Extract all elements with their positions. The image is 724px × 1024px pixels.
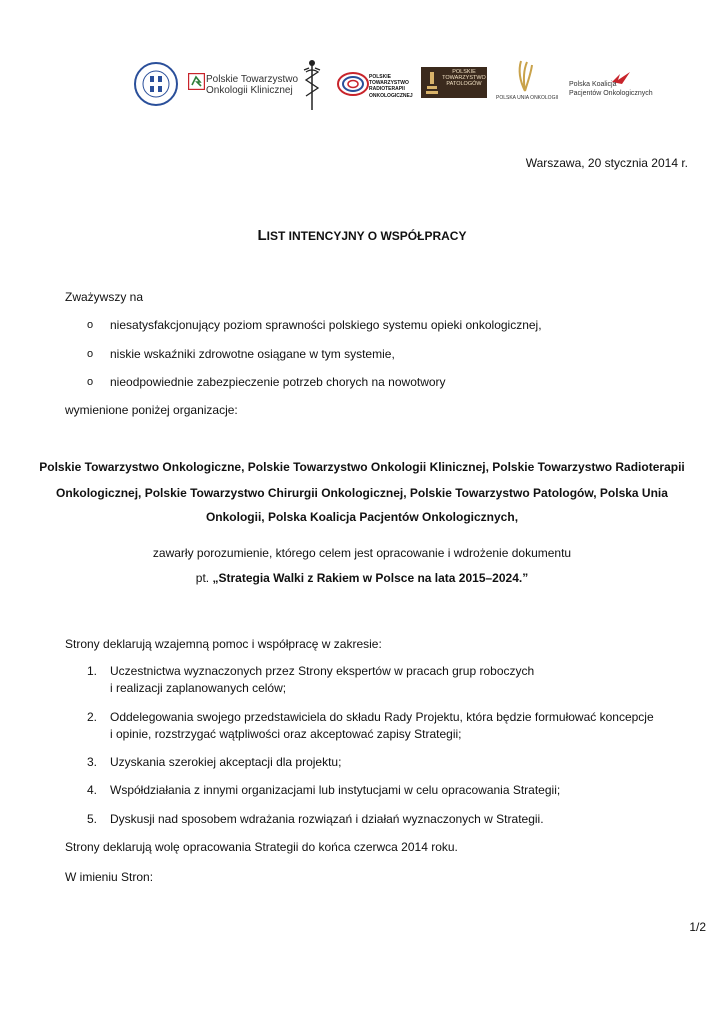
document-date: Warszawa, 20 stycznia 2014 r. [525,156,688,170]
microscope-icon [425,70,439,95]
document-name: „Strategia Walki z Rakiem w Polsce na lata 2015–2024.” [212,571,529,585]
organizations-line: Onkologicznej, Polskie Towarzystwo Chirurgii Onkologicznej, Polskie Towarzystwo Patologów, Polska Unia [56,486,668,500]
list-item: niesatysfakcjonujący poziom sprawności polskiego systemu opieki onkologicznej, [110,318,542,332]
item-number: 5. [87,812,98,826]
organizations-line: Onkologii, Polska Koalicja Pacjentów Onkologicznych, [205,510,519,524]
list-item: Oddelegowania swojego przedstawiciela do składu Rady Projektu, która będzie formułować koncepcje i opinie, rozstrzygać wątpliwości oraz akceptować zapisy Strategii; [110,710,654,741]
puo-logo [512,59,538,93]
list-item: Dyskusji nad sposobem wdrażania rozwiązań i działań wyznaczonych w Strategii. [110,812,544,826]
pto-logo [133,61,179,107]
deadline-text: Strony deklarują wolę opracowania Strategii do końca czerwca 2014 roku. [65,840,458,854]
ptro-logo [336,69,370,99]
item-number: 3. [87,755,98,769]
orgs-intro: wymienione poniżej organizacje: [65,403,238,417]
scope-intro: Strony deklarują wzajemną pomoc i współpracę w zakresie: [65,637,382,651]
item-number: 1. [87,664,98,678]
pkpo-logo-text: Polska Koalicja Pacjentów Onkologicznych [569,81,653,97]
intro-text: Zważywszy na [65,290,144,304]
list-item: niskie wskaźniki zdrowotne osiągane w tym systemie, [110,347,395,361]
list-item: nieodpowiednie zabezpieczenie potrzeb chorych na nowotwory [110,375,446,389]
bullet-marker: o [87,319,94,331]
document-name-line: pt. „Strategia Walki z Rakiem w Polsce na lata 2015–2024.” [195,571,529,585]
agreement-line: zawarły porozumienie, którego celem jest opracowanie i wdrożenie dokumentu [152,546,572,560]
puo-logo-text: POLSKA UNIA ONKOLOGII [496,95,559,101]
ptok-logo [188,73,205,90]
signature-intro: W imieniu Stron: [65,870,154,884]
bullet-marker: o [87,348,94,360]
list-item: Uczestnictwa wyznaczonych przez Strony ekspertów w pracach grup roboczych i realizacji zaplanowanych celów; [110,664,535,695]
ptro-logo-text: POLSKIE TOWARZYSTWO RADIOTERAPII ONKOLOGICZNEJ [369,74,413,99]
item-number: 2. [87,710,98,724]
item-number: 4. [87,783,98,797]
document-title: LIST INTENCYJNY O WSPÓŁPRACY [257,227,467,244]
list-item: Współdziałania z innymi organizacjami lub instytucjami w celu opracowania Strategii; [110,783,561,797]
ptcho-logo [303,58,321,112]
list-item: Uzyskania szerokiej akceptacji dla projektu; [110,755,342,769]
ptp-logo-text: POLSKIE TOWARZYSTWO PATOLOGÓW [442,69,486,87]
organizations-line: Polskie Towarzystwo Onkologiczne, Polskie Towarzystwo Onkologii Klinicznej, Polskie Towarzystwo Radioterapii [39,460,685,474]
bullet-marker: o [87,376,94,388]
page-number: 1/2 [689,920,706,934]
ptok-logo-text: Polskie Towarzystwo Onkologii Klinicznej [206,74,299,96]
